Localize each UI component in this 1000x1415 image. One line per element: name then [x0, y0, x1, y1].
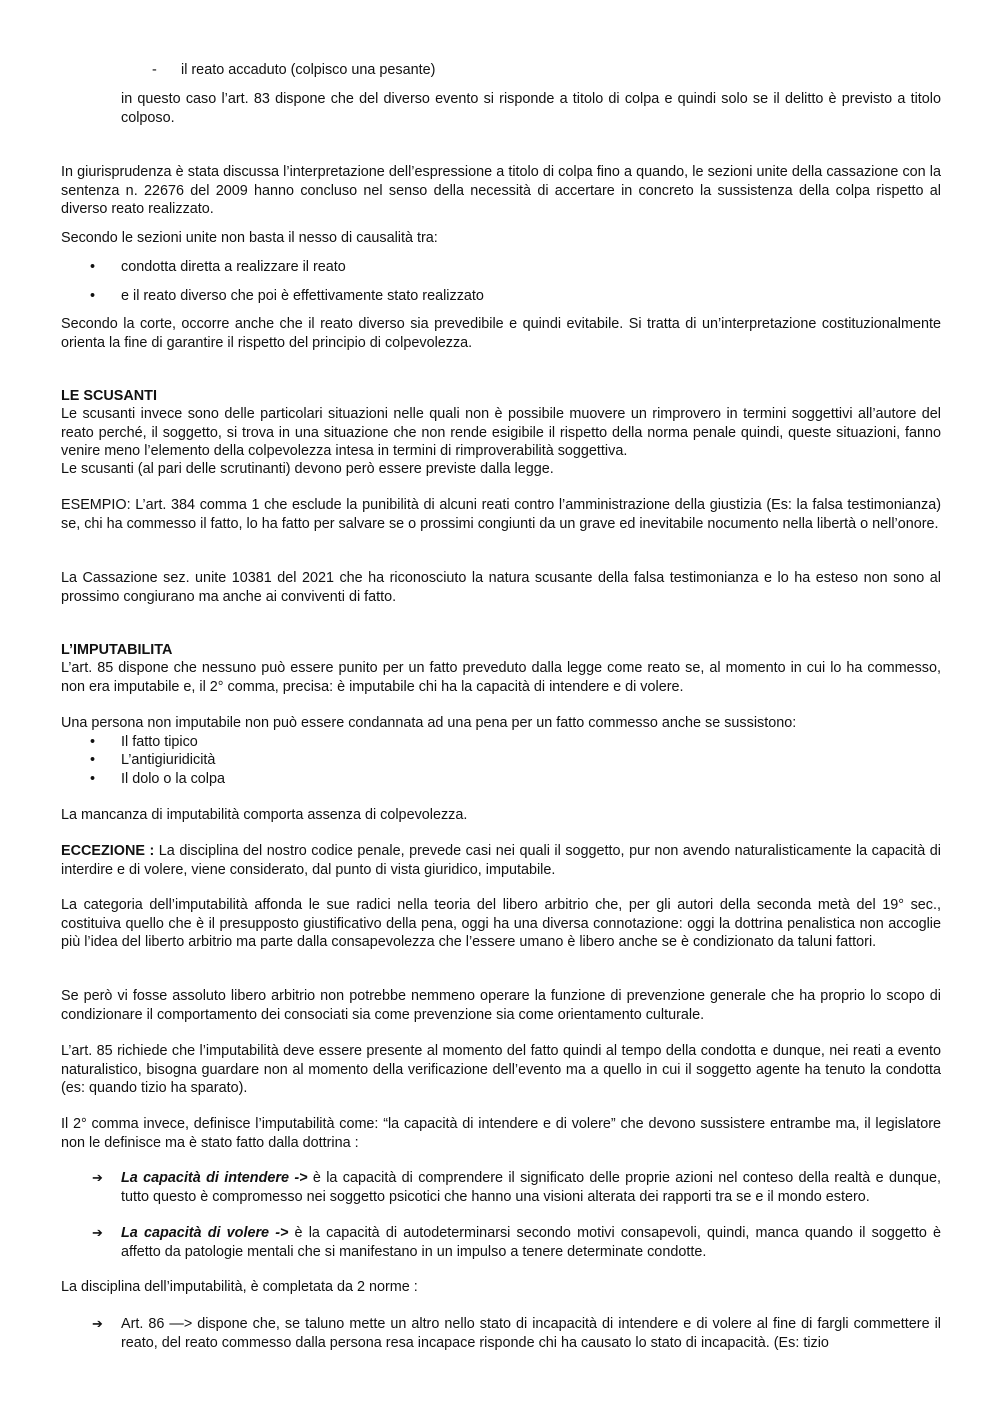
arrow-item-body: Art. 86 —> dispone che, se taluno mette un altro nello stato di incapacità di intendere e di volere al fine di fargli commettere il reato, del reato commesso dalla persona resa incapace risponde chi ha causato lo stato di incapacità. (Es: tizio — [121, 1316, 941, 1351]
paragraph: Le scusanti (al pari delle scrutinanti) devono però essere previste dalla legge. — [61, 461, 554, 477]
bullet-marker: • — [90, 734, 96, 750]
paragraph: La categoria dell’imputabilità affonda le sue radici nella teoria del libero arbitrio che, per gli autori della seconda metà del 19° sec., costituiva quello che è il presupposto giustificativo della pena, oggi ha una diversa connotazione: oggi la dottrina penalistica non accoglie più l’idea del liberto arbitrio ma parte dalla consapevolezza che l’essere umano è libero anche se è condizionato da taluni fattori. — [61, 897, 941, 950]
bullet-marker: • — [90, 752, 96, 768]
term-label: La capacità di volere -> — [121, 1225, 289, 1241]
term-definition: è la capacità di autodeterminarsi secondo motivi consapevoli, quindi, manca quando il soggetto è affetto da patologie mentali che si manifestano in un impulso a tenere determinate condotte. — [121, 1225, 941, 1260]
list-item-text: Il dolo o la colpa — [121, 771, 226, 787]
arrow-icon: ➔ — [92, 1316, 103, 1331]
paragraph: Le scusanti invece sono delle particolari situazioni nelle quali non è possibile muovere un rimprovero in termini soggettivi all’autore del reato perché, il soggetto, si trova in una situazione che non rende esigibile il rispetto della norma penale quindi, queste situazioni, fanno venire meno l’elemento della colpevolezza intesa in termini di rimproverabilità soggettiva. — [61, 406, 941, 459]
arrow-item-body — [121, 1169, 941, 1206]
paragraph: La disciplina dell’imputabilità, è completata da 2 norme : — [61, 1279, 418, 1295]
term-definition: è la capacità di comprendere il significato delle proprie azioni nel conteso della realtà e dunque, tutto questo è compromesso nei soggetto psicotici che hanno una visioni alterata dei rapporti tra se e il mondo estero. — [121, 1170, 941, 1205]
exception-text: La disciplina del nostro codice penale, prevede casi nei quali il soggetto, pur non avendo naturalisticamente la capacità di interdire e di volere, viene considerato, dal punto di vista giuridico, imputabile. — [61, 843, 941, 878]
list-item-text: L’antigiuridicità — [121, 752, 216, 768]
paragraph: in questo caso l’art. 83 dispone che del diverso evento si risponde a titolo di colpa e quindi solo se il delitto è previsto a titolo colposo. — [121, 91, 941, 126]
bullet-marker: • — [90, 259, 96, 275]
paragraph: ESEMPIO: L’art. 384 comma 1 che esclude la punibilità di alcuni reati contro l’amministrazione della giustizia (Es: la falsa testimonianza) se, chi ha commesso il fatto, lo ha fatto per salvare se o prossimi congiunti da un grave ed inevitabile nocumento nella libertà o nell’onore. — [61, 497, 941, 532]
arrow-icon: ➔ — [92, 1225, 103, 1240]
paragraph — [61, 842, 941, 879]
paragraph: Una persona non imputabile non può essere condannata ad una pena per un fatto commesso anche se sussistono: — [61, 715, 797, 731]
paragraph: L’art. 85 richiede che l’imputabilità deve essere presente al momento del fatto quindi al tempo della condotta e dunque, nei reati a evento naturalistico, bisogna guardare non al momento della verificazione dell’evento ma a quello in cui il soggetto agente ha tenuto la condotta (es: quando tizio ha sparato). — [61, 1043, 941, 1096]
list-item-text: condotta diretta a realizzare il reato — [121, 259, 346, 275]
term-label: La capacità di intendere -> — [121, 1170, 308, 1186]
section-heading: L’IMPUTABILITA — [61, 642, 173, 658]
paragraph: L’art. 85 dispone che nessuno può essere punito per un fatto preveduto dalla legge come reato se, al momento in cui lo ha commesso, non era imputabile e, il 2° comma, precisa: è imputabile chi ha la capacità di intendere e di volere. — [61, 660, 941, 695]
paragraph: La mancanza di imputabilità comporta assenza di colpevolezza. — [61, 807, 468, 823]
bullet-marker: • — [90, 771, 96, 787]
list-item-text: il reato accaduto (colpisco una pesante) — [181, 62, 436, 78]
paragraph: Il 2° comma invece, definisce l’imputabilità come: “la capacità di intendere e di volere” che devono sussistere entrambe ma, il legislatore non le definisce ma è stato fatto dalla dottrina : — [61, 1116, 941, 1151]
list-item-text: Il fatto tipico — [121, 734, 198, 750]
bullet-marker: • — [90, 288, 96, 304]
paragraph: La Cassazione sez. unite 10381 del 2021 che ha riconosciuto la natura scusante della falsa testimonianza e lo ha esteso non sono al prossimo congiurano ma anche ai conviventi di fatto. — [61, 570, 941, 605]
paragraph: In giurisprudenza è stata discussa l’interpretazione dell’espressione a titolo di colpa fino a quando, le sezioni unite della cassazione con la sentenza n. 22676 del 2009 hanno concluso nel senso della necessità di accertare in concreto la sussistenza della colpa rispetto al diverso reato realizzato. — [61, 164, 941, 217]
list-item-text: e il reato diverso che poi è effettivamente stato realizzato — [121, 288, 484, 304]
paragraph: Secondo le sezioni unite non basta il nesso di causalità tra: — [61, 230, 438, 246]
exception-label: ECCEZIONE : — [61, 843, 155, 859]
paragraph: Secondo la corte, occorre anche che il reato diverso sia prevedibile e quindi evitabile. Si tratta di un’interpretazione costituzionalmente orienta la fine di garantire il rispetto del principio di colpevolezza. — [61, 316, 941, 351]
arrow-icon: ➔ — [92, 1170, 103, 1185]
section-heading: LE SCUSANTI — [61, 388, 157, 404]
paragraph: Se però vi fosse assoluto libero arbitrio non potrebbe nemmeno operare la funzione di prevenzione generale che ha proprio lo scopo di condizionare il comportamento dei consociati sia come prevenzione sia come orientamento culturale. — [61, 988, 941, 1023]
dash-marker: - — [152, 62, 157, 78]
arrow-item-body — [121, 1224, 941, 1261]
